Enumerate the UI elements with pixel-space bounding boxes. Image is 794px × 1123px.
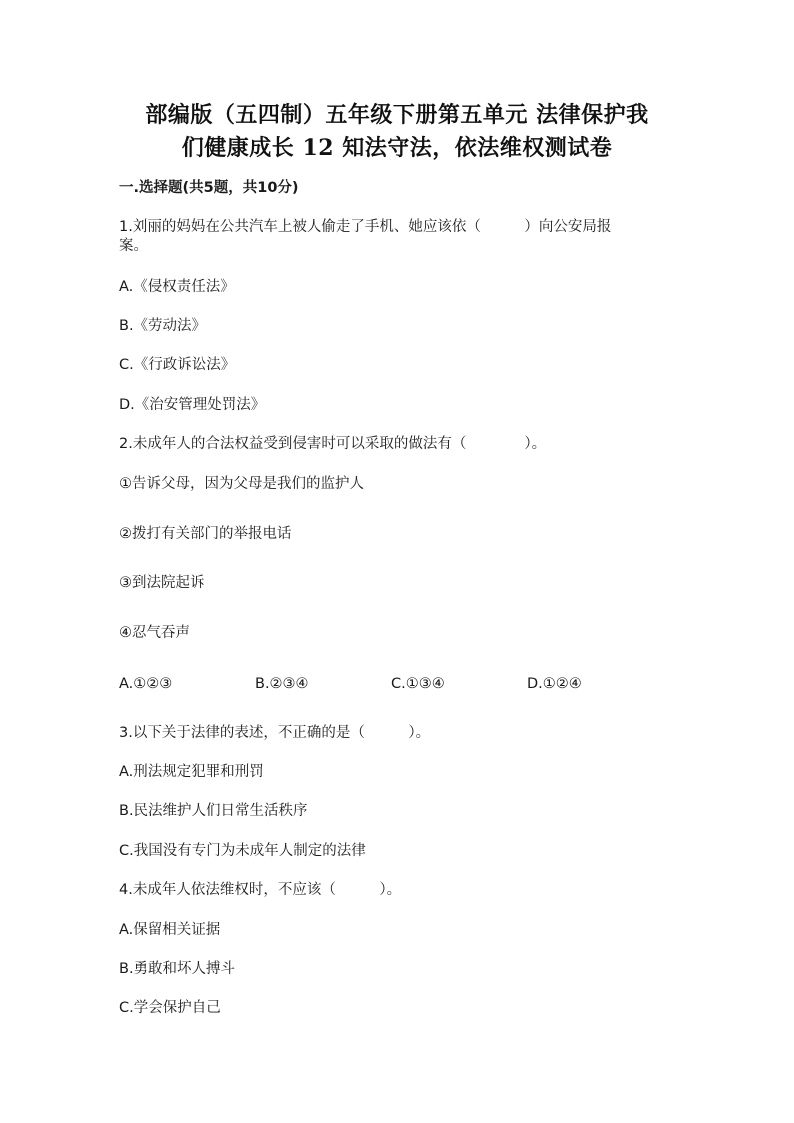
question-2-option-d: D.①②④ [527,676,582,692]
question-2-statement-1: ①告诉父母，因为父母是我们的监护人 [119,476,364,492]
question-2-stem: 2.未成年人的合法权益受到侵害时可以采取的做法有（ ）。 [119,436,547,452]
question-1-option-d: D.《治安管理处罚法》 [119,397,266,413]
question-3-option-a: A.刑法规定犯罪和刑罚 [119,764,264,780]
question-3-option-c: C.我国没有专门为未成年人制定的法律 [119,843,366,859]
question-1-option-a: A.《侵权责任法》 [119,279,235,295]
question-2-statement-4: ④忍气吞声 [119,625,190,641]
question-4-option-a: A.保留相关证据 [119,922,221,938]
section-heading: 一.选择题(共5题，共10分) [119,180,299,196]
question-1-option-b: B.《劳动法》 [119,318,207,334]
question-2-option-a: A.①②③ [119,676,173,692]
question-1-stem-line-2: 案。 [119,238,148,254]
title-line-2: 们健康成长 12 知法守法，依法维权测试卷 [181,135,613,161]
question-1-option-c: C.《行政诉讼法》 [119,357,236,373]
question-4-option-b: B.勇敢和坏人搏斗 [119,961,236,977]
question-2-statement-2: ②拨打有关部门的举报电话 [119,526,292,542]
question-2-statement-3: ③到法院起诉 [119,575,205,591]
question-3-option-b: B.民法维护人们日常生活秩序 [119,803,308,819]
title-line-1: 部编版（五四制）五年级下册第五单元 法律保护我 [145,102,649,128]
question-2-option-c: C.①③④ [391,676,445,692]
question-2-options-row [119,675,679,695]
question-1-stem-line-1: 1.刘丽的妈妈在公共汽车上被人偷走了手机、她应该依（ ）向公安局报 [119,219,612,235]
question-4-stem: 4.未成年人依法维权时，不应该（ ）。 [119,882,402,898]
question-3-stem: 3.以下关于法律的表述，不正确的是（ ）。 [119,725,431,741]
question-2-option-b: B.②③④ [255,676,309,692]
question-4-option-c: C.学会保护自己 [119,1000,221,1016]
